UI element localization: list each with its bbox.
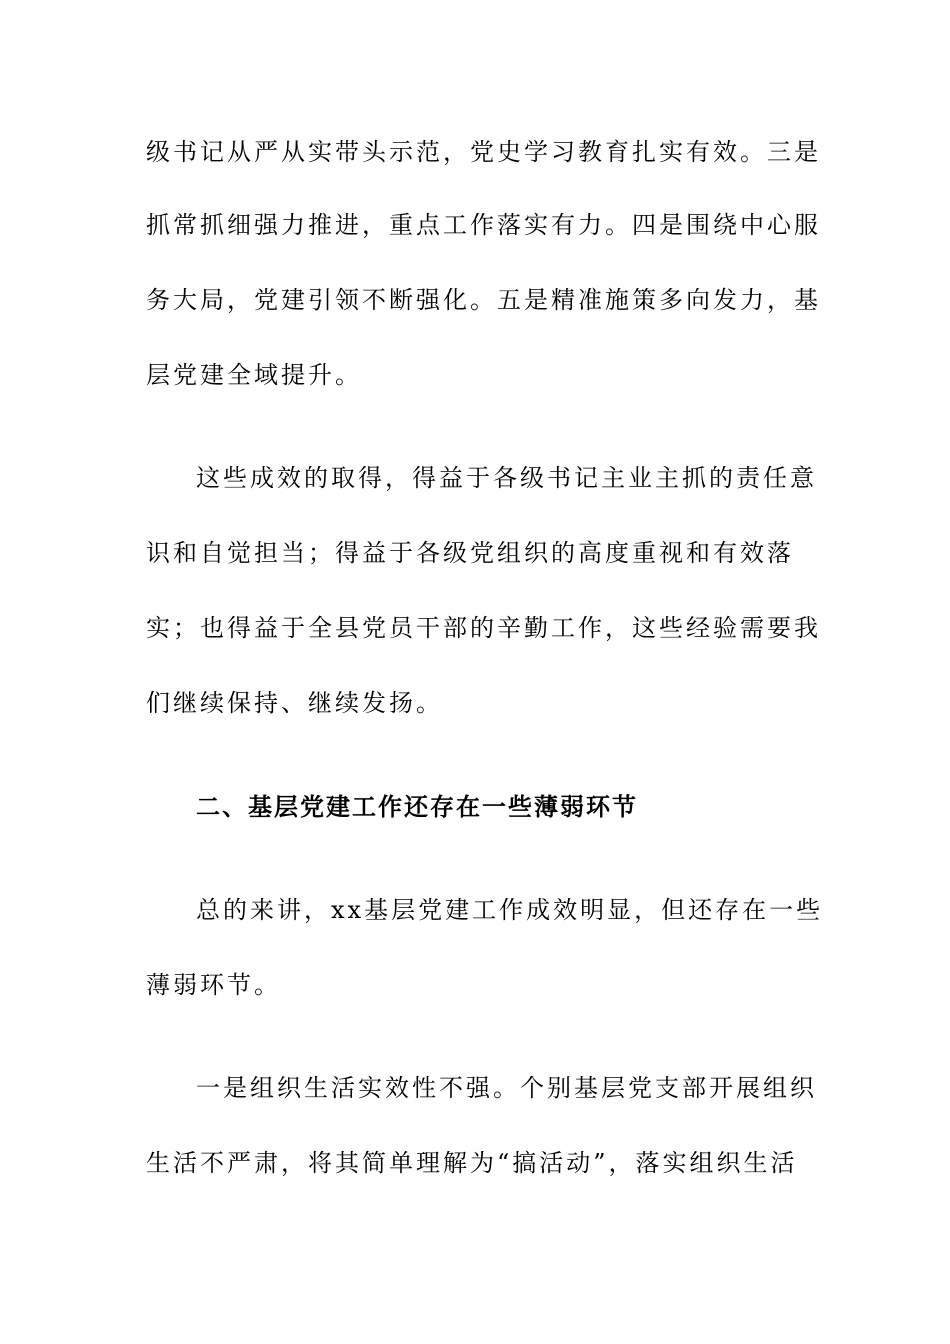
paragraph-1-line-2: 抓常抓细强力推进，重点工作落实有力。四是围绕中心服: [146, 211, 821, 239]
section-heading: 二、基层党建工作还存在一些薄弱环节: [196, 792, 638, 821]
paragraph-1-line-3: 务大局，党建引领不断强化。五是精准施策多向发力，基: [146, 286, 821, 314]
paragraph-1-line-1: 级书记从严从实带头示范，党史学习教育扎实有效。三是: [146, 138, 821, 166]
paragraph-4-line-1: 一是组织生活实效性不强。个别基层党支部开展组织: [196, 1074, 817, 1102]
paragraph-3-line-1: 总的来讲，xx基层党建工作成效明显，但还存在一些: [196, 896, 824, 924]
paragraph-2-line-2: 识和自觉担当；得益于各级党组织的高度重视和有效落: [146, 539, 794, 567]
paragraph-2-line-4: 们继续保持、继续发扬。: [146, 689, 443, 717]
paragraph-4-line-2: 生活不严肃，将其简单理解为“搞活动”，落实组织生活: [146, 1149, 798, 1177]
paragraph-2-line-1: 这些成效的取得，得益于各级书记主业主抓的责任意: [196, 464, 817, 492]
paragraph-1-line-4: 层党建全域提升。: [146, 361, 362, 389]
paragraph-2-line-3: 实；也得益于全县党员干部的辛勤工作，这些经验需要我: [146, 614, 821, 642]
paragraph-3-line-2: 薄弱环节。: [146, 971, 281, 999]
